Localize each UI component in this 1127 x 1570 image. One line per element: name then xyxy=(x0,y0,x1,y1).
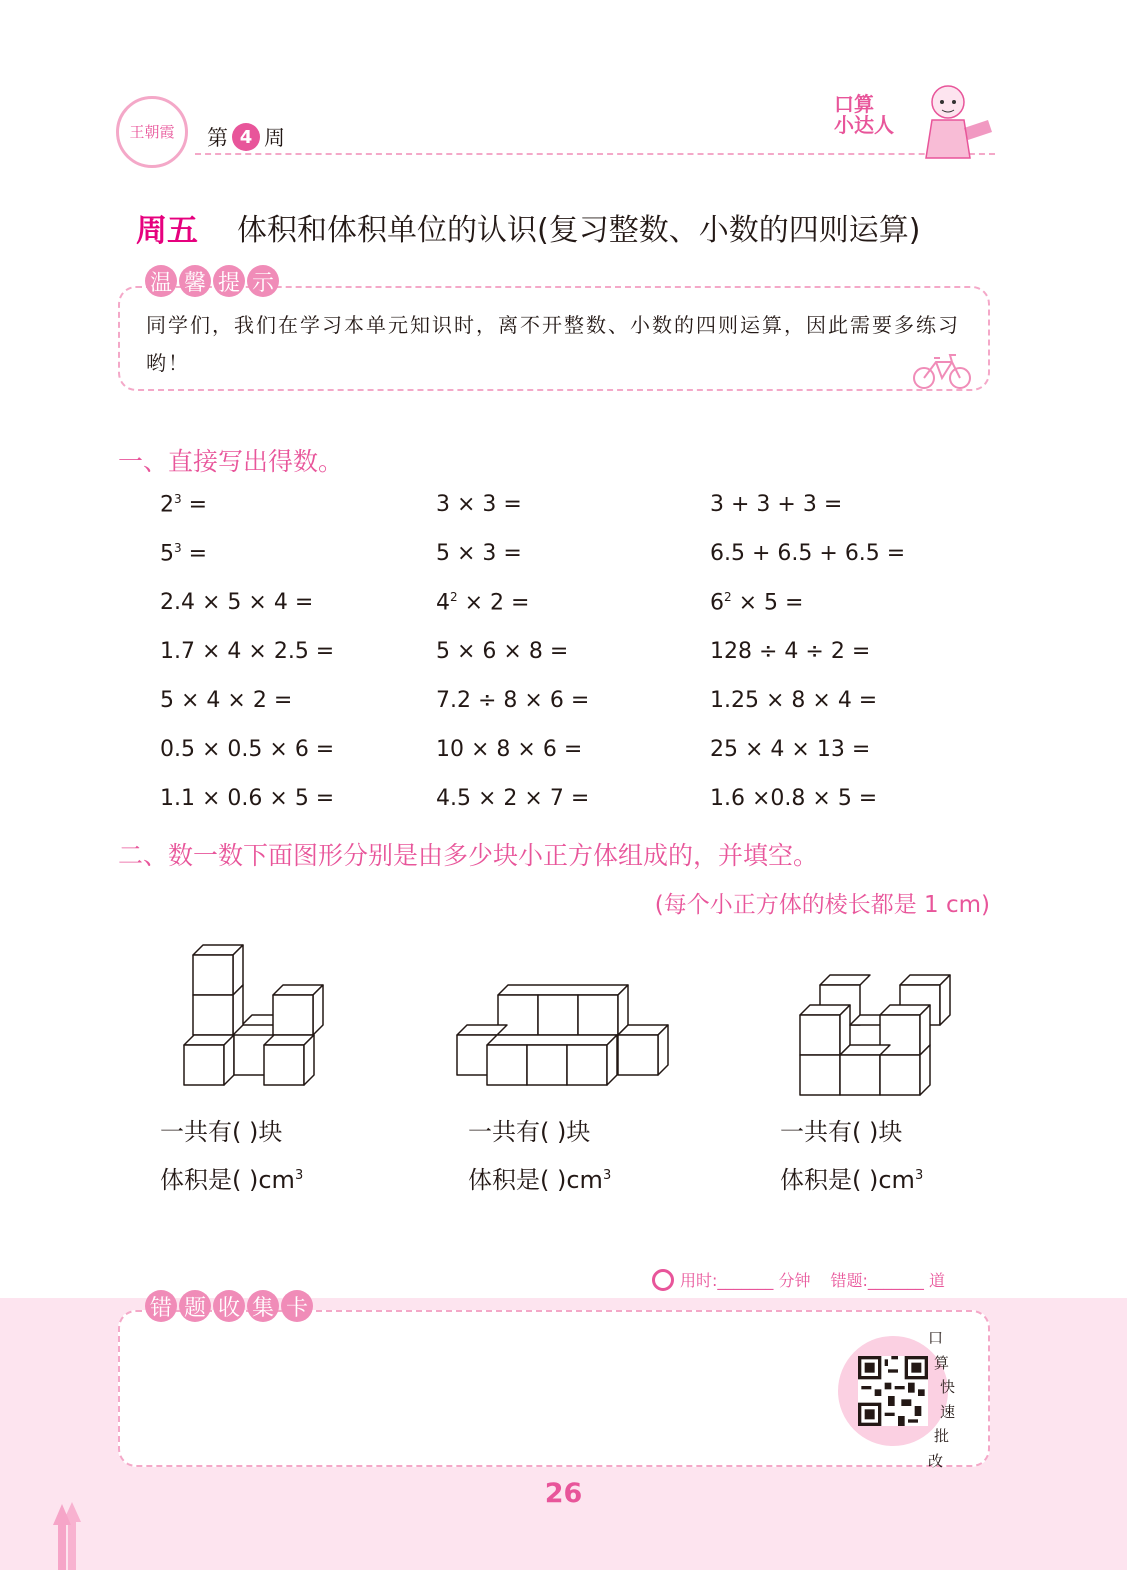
equation-item[interactable] xyxy=(710,639,870,664)
header-divider xyxy=(195,153,995,155)
series-logo-line1: 口算 xyxy=(834,92,874,116)
error-label: 错题:_______ 道 xyxy=(830,1271,945,1290)
volume-label: 体积是( )cm xyxy=(780,1166,915,1194)
card-badge-char: 题 xyxy=(179,1290,211,1322)
equation-item[interactable] xyxy=(160,590,313,615)
volume-exponent: 3 xyxy=(602,1168,612,1183)
section2-note: (每个小正方体的棱长都是 1 cm) xyxy=(654,892,990,918)
volume-blank-2[interactable] xyxy=(468,1160,611,1195)
card-badge-char: 收 xyxy=(213,1290,245,1322)
equation-exponent: 3 xyxy=(174,541,182,555)
equation-item[interactable] xyxy=(436,786,589,811)
count-blank-3[interactable] xyxy=(780,1112,902,1147)
equation-item[interactable] xyxy=(160,737,334,762)
equation-item[interactable] xyxy=(710,541,905,566)
tip-badge-char: 温 xyxy=(145,265,177,297)
card-badge-char: 集 xyxy=(247,1290,279,1322)
publisher-logo xyxy=(116,96,188,168)
qr-label-char: 批 xyxy=(934,1427,950,1445)
equation-item[interactable] xyxy=(436,737,582,762)
page-title: 体积和体积单位的认识(复习整数、小数的四则运算) xyxy=(237,213,921,248)
equation-rest: = xyxy=(181,541,208,567)
volume-exponent: 3 xyxy=(914,1168,924,1183)
equation-item[interactable] xyxy=(160,639,334,664)
stopwatch-icon xyxy=(652,1269,674,1291)
equation-base: 1.1 × 0.6 × 5 = xyxy=(160,786,335,811)
day-label: 周五 xyxy=(136,213,198,249)
equation-item[interactable] xyxy=(710,737,870,762)
equation-base: 3 + 3 + 3 = xyxy=(710,492,843,517)
equation-base: 1.6 ×0.8 × 5 = xyxy=(710,786,878,811)
equation-item[interactable] xyxy=(710,590,803,615)
count-blank-2[interactable] xyxy=(468,1112,590,1147)
arrow-up-icon xyxy=(52,1500,92,1570)
equation-item[interactable] xyxy=(436,590,529,615)
equation-rest: × 2 = xyxy=(457,590,530,616)
equation-item[interactable] xyxy=(710,492,842,517)
equation-base: 5 × 3 = xyxy=(436,541,522,566)
equation-base: 1.7 × 4 × 2.5 = xyxy=(160,639,335,664)
bicycle-icon xyxy=(912,350,972,390)
qr-label-char: 快 xyxy=(940,1378,956,1396)
cube-figure-2 xyxy=(452,925,677,1100)
equation-item[interactable] xyxy=(160,541,207,566)
qr-label-char: 改 xyxy=(928,1451,944,1470)
volume-blank-1[interactable] xyxy=(160,1160,303,1195)
card-badge-char: 卡 xyxy=(281,1290,313,1322)
equation-base: 2.4 × 5 × 4 = xyxy=(160,590,314,615)
qr-label-char: 速 xyxy=(940,1402,956,1421)
equation-base: 4.5 × 2 × 7 = xyxy=(436,786,590,811)
equation-base: 25 × 4 × 13 = xyxy=(710,737,871,762)
tip-badge-char: 示 xyxy=(247,265,279,297)
count-label: 一共有( )块 xyxy=(780,1118,903,1146)
qr-label-char: 口 xyxy=(928,1329,944,1347)
series-logo-line2: 小达人 xyxy=(834,113,894,137)
week-number: 4 xyxy=(232,123,260,151)
equation-item[interactable] xyxy=(436,688,589,713)
page-number: 26 xyxy=(544,1478,583,1509)
card-badge-char: 错 xyxy=(145,1290,177,1322)
card-badge xyxy=(145,1290,313,1322)
qr-code[interactable] xyxy=(858,1356,928,1426)
equation-item[interactable] xyxy=(710,786,877,811)
mascot-illustration xyxy=(908,80,998,165)
equation-item[interactable] xyxy=(436,541,522,566)
equation-rest: × 5 = xyxy=(731,590,804,616)
equation-exponent: 2 xyxy=(450,590,458,604)
equation-item[interactable] xyxy=(710,688,877,713)
cube-figure-1 xyxy=(170,925,340,1100)
series-logo xyxy=(834,94,894,136)
time-stat xyxy=(652,1268,945,1291)
count-label: 一共有( )块 xyxy=(160,1118,283,1146)
week-label xyxy=(207,122,285,152)
equation-base: 5 × 6 × 8 = xyxy=(436,639,569,664)
time-label: 用时:_______ 分钟 xyxy=(680,1271,811,1290)
volume-label: 体积是( )cm xyxy=(468,1166,603,1194)
equation-base: 1.25 × 8 × 4 = xyxy=(710,688,878,713)
qr-label xyxy=(928,1326,968,1473)
week-suffix: 周 xyxy=(264,126,285,150)
tip-badge-char: 馨 xyxy=(179,265,211,297)
equation-base: 6 xyxy=(710,590,724,616)
section1-heading: 一、直接写出得数。 xyxy=(118,447,344,476)
logo-text: 王朝霞 xyxy=(129,123,175,141)
volume-exponent: 3 xyxy=(294,1168,304,1183)
equation-base: 128 ÷ 4 ÷ 2 = xyxy=(710,639,871,664)
equation-base: 0.5 × 0.5 × 6 = xyxy=(160,737,335,762)
equation-base: 6.5 + 6.5 + 6.5 = xyxy=(710,541,906,566)
equation-item[interactable] xyxy=(160,786,334,811)
equation-base: 4 xyxy=(436,590,450,616)
volume-blank-3[interactable] xyxy=(780,1160,923,1195)
section2-heading: 二、数一数下面图形分别是由多少块小正方体组成的，并填空。 xyxy=(118,841,819,870)
equation-base: 10 × 8 × 6 = xyxy=(436,737,583,762)
equation-base: 3 × 3 = xyxy=(436,492,522,517)
qr-label-char: 算 xyxy=(934,1353,950,1372)
volume-label: 体积是( )cm xyxy=(160,1166,295,1194)
tip-badge-char: 提 xyxy=(213,265,245,297)
equation-exponent: 3 xyxy=(174,492,182,506)
equation-rest: = xyxy=(181,492,208,518)
week-prefix: 第 xyxy=(207,126,228,150)
equation-base: 7.2 ÷ 8 × 6 = xyxy=(436,688,590,713)
equation-item[interactable] xyxy=(160,492,207,517)
equation-base: 5 × 4 × 2 = xyxy=(160,688,293,713)
tip-badge xyxy=(145,265,279,297)
equation-base: 2 xyxy=(160,492,174,518)
count-label: 一共有( )块 xyxy=(468,1118,591,1146)
equation-item[interactable] xyxy=(436,492,522,517)
equation-item[interactable] xyxy=(160,688,292,713)
cube-figure-3 xyxy=(790,925,965,1100)
count-blank-1[interactable] xyxy=(160,1112,282,1147)
tip-text: 同学们，我们在学习本单元知识时，离不开整数、小数的四则运算，因此需要多练习哟！ xyxy=(146,313,960,375)
equation-item[interactable] xyxy=(436,639,568,664)
equation-exponent: 2 xyxy=(724,590,732,604)
equation-base: 5 xyxy=(160,541,174,567)
